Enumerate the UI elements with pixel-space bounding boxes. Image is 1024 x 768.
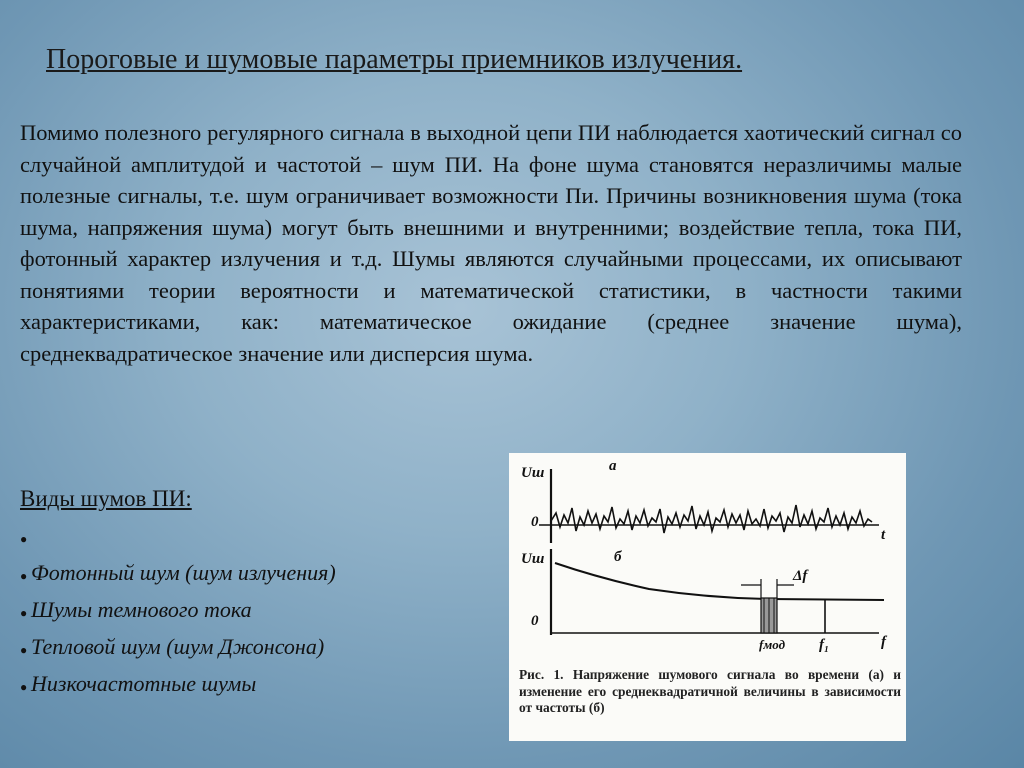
delta-f-label: Δf [793, 568, 808, 584]
top-zero-label: 0 [531, 514, 539, 530]
list-item [20, 667, 336, 704]
list-item [20, 630, 336, 667]
noise-figure [509, 453, 906, 741]
figure-caption: Рис. 1. Напряжение шумового сигнала во времени (а) и изменение его среднеквадратичной величины в зависимости от частоты (б) [519, 667, 901, 715]
bullet-icon: ● [20, 532, 28, 546]
noise-types-list [20, 522, 336, 704]
f1-label: f₁ [819, 637, 830, 653]
list-item-label: Фотонный шум (шум излучения) [31, 560, 336, 585]
bottom-y-label: Uш [521, 551, 545, 567]
fmod-label: fмод [759, 637, 786, 652]
list-item-label: Низкочастотные шумы [31, 671, 257, 696]
body-paragraph: Помимо полезного регулярного сигнала в выходной цепи ПИ наблюдается хаотический сигнал со случайной амплитудой и частотой – шум ПИ. На фоне шума становятся неразличимы малые полезные сигналы, т.е. шум ограничивает возможности Пи. Причины возникновения шума (тока шума, напряжения шума) могут быть внешними и внутренними; воздействие тепла, тока ПИ, фотонный характер излучения и т.д. Шумы являются случайными процессами, их описывают понятиями теории вероятности и математической статистики, в частности такими характеристиками, как: математическое ожидание (среднее значение шума), среднеквадратическое значение или дисперсия шума. [20, 120, 962, 366]
bottom-panel-label: б [614, 549, 622, 565]
list-item [20, 593, 336, 630]
bullet-icon: ● [20, 680, 28, 694]
bullet-icon: ● [20, 643, 28, 657]
rms-noise-curve [555, 563, 884, 600]
bullet-icon: ● [20, 606, 28, 620]
noise-types-heading: Виды шумов ПИ: [20, 486, 192, 511]
bottom-x-label: f [881, 634, 886, 650]
slide-title: Пороговые и шумовые параметры приемников излучения. [46, 44, 743, 75]
bullet-icon: ● [20, 569, 28, 583]
top-y-label: Uш [521, 465, 545, 481]
top-panel-label: а [609, 458, 617, 474]
bottom-zero-label: 0 [531, 613, 539, 629]
top-x-label: t [881, 527, 886, 543]
list-item-label: Шумы темнового тока [31, 597, 252, 622]
noise-figure-plots [509, 453, 906, 665]
list-item-label: Тепловой шум (шум Джонсона) [31, 634, 325, 659]
noise-waveform [551, 505, 872, 533]
list-item [20, 522, 336, 556]
list-item [20, 556, 336, 593]
